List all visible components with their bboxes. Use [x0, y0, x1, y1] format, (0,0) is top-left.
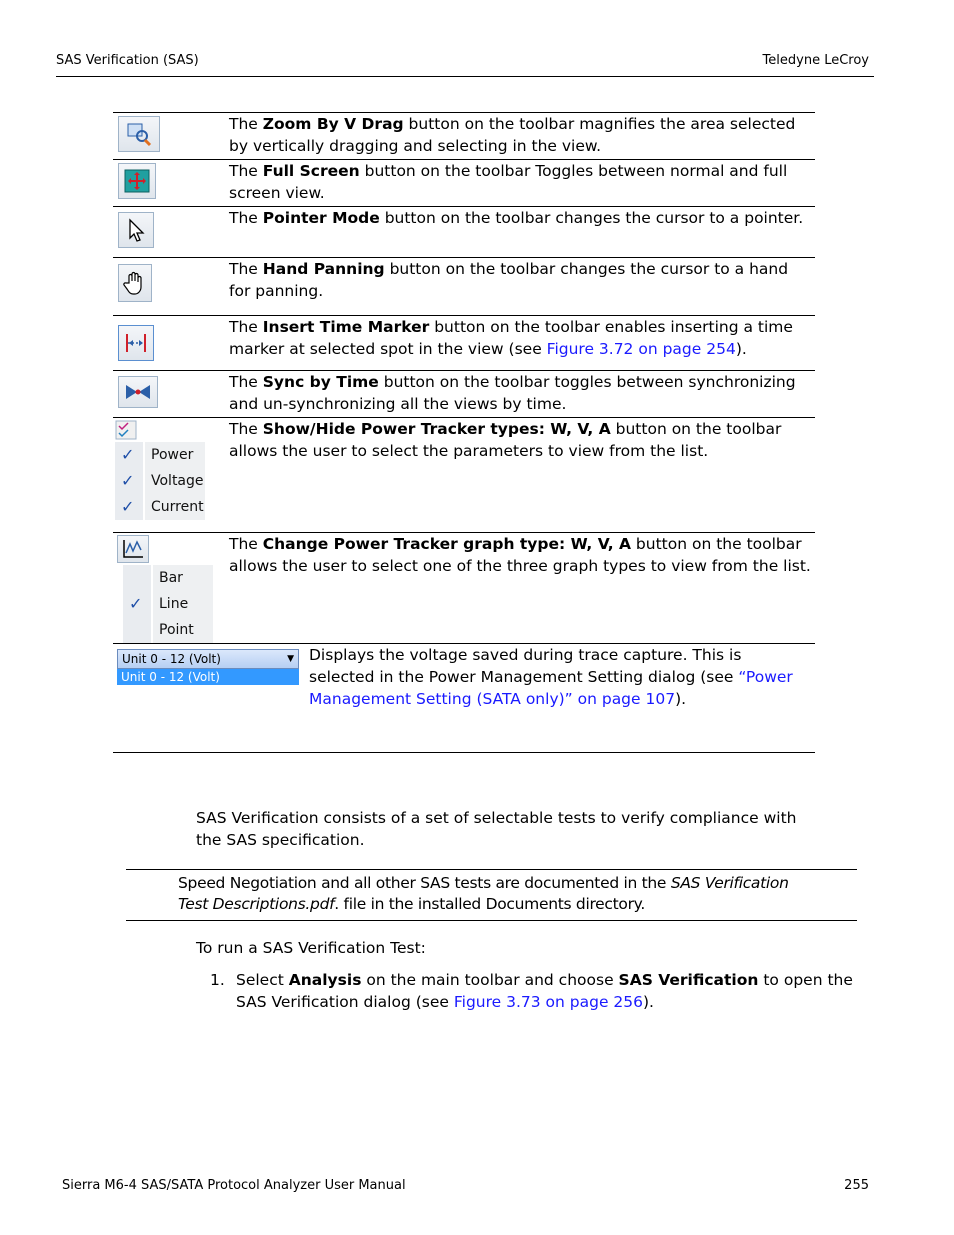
graph-type-icon: [117, 535, 149, 563]
check-icon: ✓: [129, 594, 143, 613]
pointer-icon: [118, 212, 154, 248]
table-row: The Hand Panning button on the toolbar changes the cursor to a hand for panning.: [113, 258, 815, 316]
table-row: The Full Screen button on the toolbar Toggles between normal and full screen view.: [113, 160, 815, 207]
table-row: The Insert Time Marker button on the toolbar enables inserting a time marker at selected spot in the view (see Figure 3.72 on page 254).: [113, 316, 815, 371]
check-icon: ✓: [121, 497, 135, 516]
page-number: 255: [844, 1178, 869, 1193]
figure-link[interactable]: Figure 3.73 on page 256: [453, 993, 643, 1011]
table-row: The Pointer Mode button on the toolbar changes the cursor to a pointer.: [113, 207, 815, 258]
menu-item-power[interactable]: ✓ Power: [115, 442, 205, 468]
graph-type-menu: [123, 565, 213, 643]
voltage-unit-dropdown[interactable]: [117, 649, 299, 685]
power-tracker-types-menu: [115, 442, 205, 520]
check-icon: ✓: [121, 471, 135, 490]
dropdown-option[interactable]: Unit 0 - 12 (Volt): [117, 669, 299, 685]
hand-icon: [118, 264, 152, 302]
step-number: 1.: [210, 971, 225, 989]
menu-item-point[interactable]: Point: [123, 617, 213, 643]
running-header-brand: Teledyne LeCroy: [762, 53, 869, 68]
zoom-by-v-drag-icon: [118, 116, 160, 152]
table-row: Unit 0 - 12 (Volt) ▼ Unit 0 - 12 (Volt) Displays the voltage saved during trace capture. This is selected in the Power Management Setting dialog (see “Power Management Setting (SATA only)” on page 107).: [113, 644, 815, 753]
figure-link[interactable]: Figure 3.72 on page 254: [546, 340, 736, 358]
table-row: The Sync by Time button on the toolbar toggles between synchronizing and un-synchronizing all the views by time.: [113, 371, 815, 418]
menu-item-bar[interactable]: Bar: [123, 565, 213, 591]
intro-paragraph: SAS Verification consists of a set of selectable tests to verify compliance with the SAS specification.: [196, 809, 797, 849]
check-icon: ✓: [121, 445, 135, 464]
table-row: Bar ✓ Line Point The Change Power Tracker graph type: W, V, A button on the toolbar allows the user to select one of the three graph types to view from the list.: [113, 533, 815, 644]
menu-item-line[interactable]: ✓ Line: [123, 591, 213, 617]
header-rule: [56, 76, 874, 77]
toolbar-buttons-table: [113, 112, 815, 753]
power-tracker-types-icon: [115, 420, 137, 440]
note-box: Speed Negotiation and all other SAS tests are documented in the SAS Verification Test Descriptions.pdf. file in the installed Documents directory.: [126, 869, 857, 921]
time-marker-icon: [118, 325, 154, 361]
running-header-title: SAS Verification (SAS): [56, 53, 199, 68]
menu-item-current[interactable]: ✓ Current: [115, 494, 205, 520]
sync-icon: [118, 376, 158, 408]
footer-title: Sierra M6-4 SAS/SATA Protocol Analyzer User Manual: [62, 1178, 406, 1193]
dropdown-selected[interactable]: Unit 0 - 12 (Volt) ▼: [117, 649, 299, 669]
menu-item-voltage[interactable]: ✓ Voltage: [115, 468, 205, 494]
table-row: The Zoom By V Drag button on the toolbar magnifies the area selected by vertically dragging and selecting in the view.: [113, 113, 815, 160]
full-screen-icon: [118, 163, 156, 199]
step-1: Select Analysis on the main toolbar and choose SAS Verification to open the SAS Verification dialog (see Figure 3.73 on page 256).: [236, 971, 853, 1011]
power-management-link[interactable]: “Power Management Setting (SATA only)” on page 107: [309, 668, 793, 708]
chevron-down-icon[interactable]: ▼: [287, 654, 294, 664]
table-row: ✓ Power ✓ Voltage ✓ Current The Show/Hide Power Tracker types: W, V, A button on the toolbar allows the user to select the parameters to view from the list.: [113, 418, 815, 533]
run-instruction: To run a SAS Verification Test:: [196, 939, 426, 957]
